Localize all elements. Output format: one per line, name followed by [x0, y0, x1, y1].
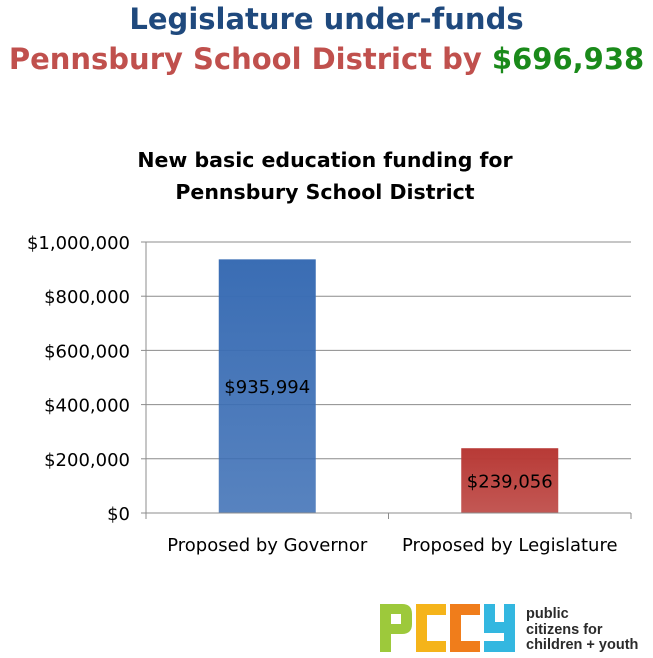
logo-text-line-3: children + youth — [526, 637, 639, 653]
pccy-logo — [380, 604, 520, 654]
logo-letter-c-icon — [450, 604, 480, 652]
bar-value-label: $935,994 — [224, 377, 311, 399]
x-category-label: Proposed by Legislature — [401, 535, 618, 556]
headline-shortfall-amount: $696,938 — [491, 42, 645, 76]
logo-text-line-1: public — [526, 606, 569, 622]
headline-district: Pennsbury School District by — [8, 42, 482, 76]
logo-letter-c-icon — [416, 604, 446, 652]
y-tick-label: $800,000 — [44, 287, 130, 309]
y-tick-label: $600,000 — [44, 341, 130, 363]
x-axis-labels — [167, 535, 617, 556]
logo-letter-p-icon — [380, 604, 412, 652]
chart-title-line-1: New basic education funding for — [137, 148, 513, 172]
logo-text — [526, 607, 638, 654]
y-axis-labels — [27, 233, 130, 525]
logo-text-line-2: citizens for — [526, 621, 603, 638]
y-tick-label: $400,000 — [44, 395, 130, 417]
bars — [219, 259, 559, 513]
y-tick-label: $1,000,000 — [26, 233, 130, 254]
x-category-label: Proposed by Governor — [167, 535, 368, 556]
y-tick-label: $200,000 — [44, 449, 130, 471]
chart-title-line-2: Pennsbury School District — [175, 180, 475, 204]
logo-letter-y-icon — [484, 604, 515, 652]
y-tick-label: $0 — [107, 504, 130, 525]
bar-value-label: $239,056 — [466, 471, 553, 493]
headline-line-1: Legislature under-funds — [129, 2, 524, 36]
